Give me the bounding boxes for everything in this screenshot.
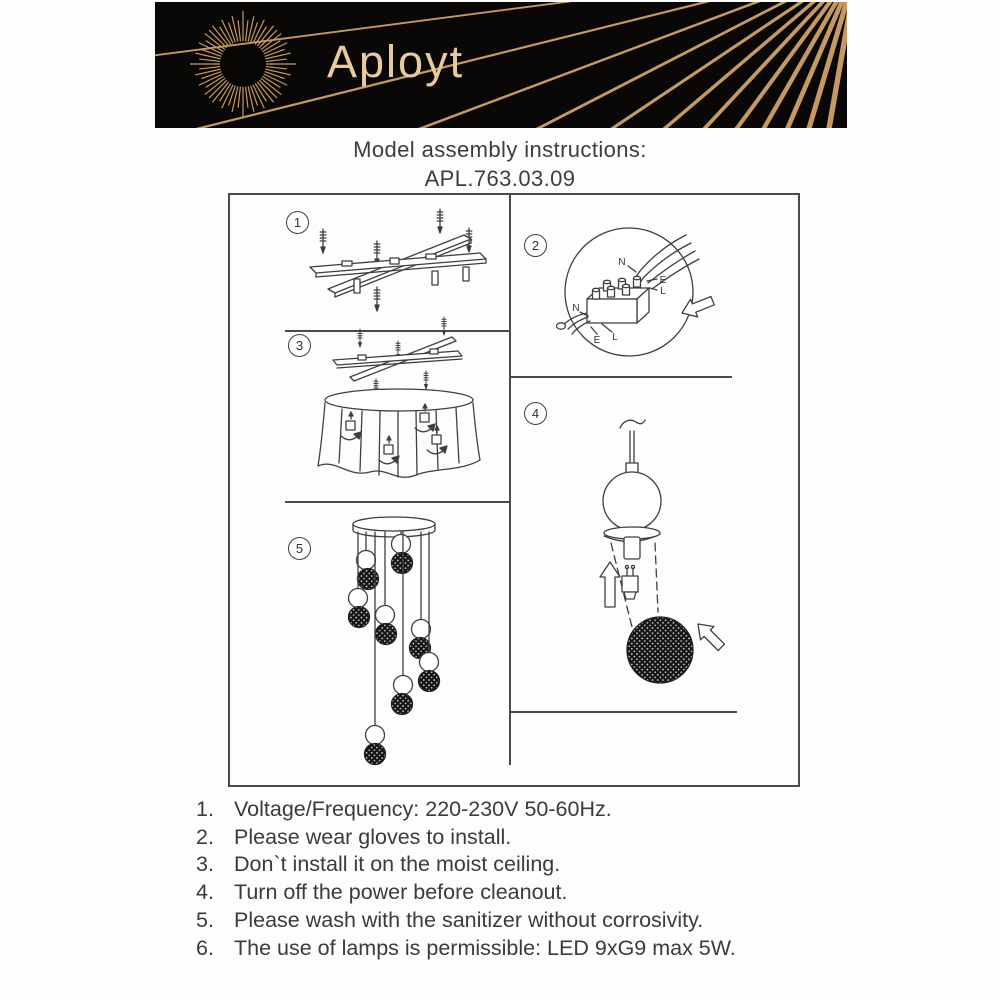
list-item: [196, 824, 736, 852]
list-item: [196, 879, 736, 907]
page-title: Model assembly instructions:: [353, 137, 647, 162]
list-item: [196, 907, 736, 935]
item-number: 3.: [196, 852, 214, 877]
title-block: [0, 137, 1000, 192]
step-badge-2: 2: [524, 234, 547, 257]
wire-label-e-top: E: [659, 275, 667, 286]
item-number: 1.: [196, 797, 214, 821]
wire-label-l-top: L: [660, 286, 666, 297]
step-badge-4: 4: [524, 402, 547, 425]
wire-label-n-bottom: N: [572, 303, 580, 314]
step4-ball-install-illustration: [600, 420, 728, 683]
wire-label-l-bottom: L: [612, 332, 618, 343]
list-item: [196, 935, 736, 963]
diagram-illustrations: [230, 195, 798, 783]
banner-decoration: [155, 2, 847, 128]
instruction-list: [196, 796, 736, 962]
cord-connector: [341, 412, 361, 440]
wire-label-e-bottom: E: [593, 335, 601, 346]
step-badge-1: 1: [286, 211, 309, 234]
item-text: Don`t install it on the moist ceiling.: [234, 852, 561, 877]
step-badge-5: 5: [288, 537, 311, 560]
item-number: 6.: [196, 935, 214, 960]
list-item: [196, 851, 736, 879]
g9-bulb-icon: [622, 576, 638, 592]
step1-bracket-illustration: [310, 209, 486, 311]
item-number: 4.: [196, 880, 214, 905]
item-text: Voltage/Frequency: 220-230V 50-60Hz.: [234, 797, 612, 821]
crystal-ball: [627, 617, 693, 683]
step-badge-3: 3: [288, 334, 311, 357]
brand-banner: [155, 2, 847, 128]
item-text: The use of lamps is permissible: LED 9xG9 max 5W.: [234, 935, 736, 960]
item-number: 2.: [196, 824, 214, 849]
assembly-diagram: [228, 193, 800, 787]
step3-canopy-illustration: [318, 317, 480, 477]
brand-logo-text: Aployt: [327, 36, 465, 87]
list-item: [196, 796, 736, 824]
item-text: Please wash with the sanitizer without corrosivity.: [234, 907, 704, 932]
item-number: 5.: [196, 907, 214, 932]
screw-on-arrow-icon: [691, 617, 728, 654]
step5-chandelier-illustration: [349, 517, 440, 765]
item-text: Please wear gloves to install.: [234, 824, 512, 849]
step2-wiring-illustration: [557, 228, 717, 356]
cord-connector: [379, 436, 399, 464]
item-text: Turn off the power before cleanout.: [234, 880, 568, 905]
wire-label-n-top: N: [618, 257, 626, 268]
model-number: APL.763.03.09: [424, 166, 576, 191]
